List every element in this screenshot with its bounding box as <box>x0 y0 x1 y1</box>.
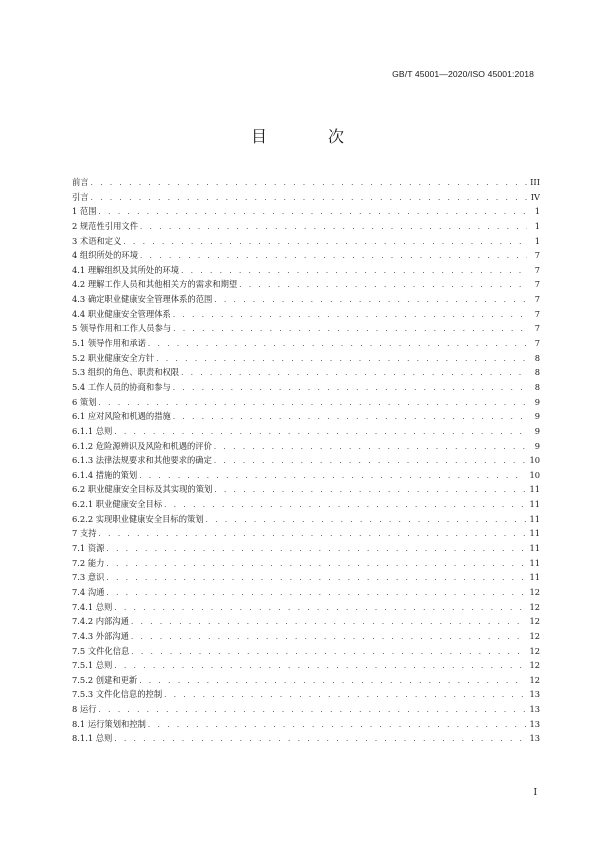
toc-entry[interactable] <box>72 219 540 234</box>
toc-entry-page: 9 <box>534 396 540 407</box>
toc-entry-label: 5.2 职业健康安全方针 <box>72 352 155 363</box>
toc-entry[interactable] <box>72 307 540 322</box>
toc-entry-label: 3 术语和定义 <box>72 235 122 246</box>
toc-dot-leader <box>173 381 527 395</box>
toc-entry[interactable] <box>72 658 540 673</box>
toc-entry-label: 4.3 确定职业健康安全管理体系的范围 <box>72 294 213 305</box>
page-title: 目 次 <box>250 127 373 146</box>
toc-entry-page: 11 <box>529 513 540 524</box>
toc-entry-page: 7 <box>534 279 540 290</box>
toc-entry[interactable] <box>72 570 540 585</box>
toc-entry[interactable] <box>72 351 540 366</box>
toc-entry[interactable] <box>72 702 540 717</box>
toc-entry[interactable] <box>72 614 540 629</box>
toc-entry-label: 6.1.1 总则 <box>72 425 113 436</box>
toc-dot-leader <box>99 527 527 541</box>
toc-entry-page: 9 <box>534 425 540 436</box>
toc-dot-leader <box>139 674 526 688</box>
toc-dot-leader <box>181 264 527 278</box>
toc-entry[interactable] <box>72 687 540 702</box>
toc-dot-leader <box>139 469 526 483</box>
toc-entry-page: 13 <box>529 689 540 700</box>
toc-entry[interactable] <box>72 556 540 571</box>
toc-entry-page: 12 <box>529 616 540 627</box>
toc-entry-label: 5.4 工作人员的协商和参与 <box>72 381 171 392</box>
toc-entry[interactable] <box>72 263 540 278</box>
toc-dot-leader <box>131 615 527 629</box>
toc-dot-leader <box>173 322 527 336</box>
toc-entry-label: 6.2.2 实现职业健康安全目标的策划 <box>72 513 204 524</box>
toc-entry-label: 7.5.2 创建和更新 <box>72 674 138 685</box>
table-of-contents <box>72 175 540 746</box>
toc-entry-label: 1 范围 <box>72 206 97 217</box>
toc-entry[interactable] <box>72 292 540 307</box>
toc-dot-leader <box>114 601 526 615</box>
toc-entry-label: 8.1 运行策划和控制 <box>72 718 146 729</box>
toc-dot-leader <box>214 293 527 307</box>
toc-entry-label: 6.2.1 职业健康安全目标 <box>72 499 163 510</box>
toc-entry[interactable] <box>72 321 540 336</box>
toc-entry-page: 1 <box>534 235 540 246</box>
toc-entry-label: 7.4 沟通 <box>72 586 105 597</box>
toc-entry-page: 8 <box>534 367 540 378</box>
toc-dot-leader <box>114 425 527 439</box>
toc-entry[interactable] <box>72 629 540 644</box>
toc-dot-leader <box>106 542 526 556</box>
toc-entry[interactable] <box>72 336 540 351</box>
toc-entry[interactable] <box>72 497 540 512</box>
toc-dot-leader <box>114 659 526 673</box>
toc-dot-leader <box>123 235 527 249</box>
toc-entry-label: 7.4.3 外部沟通 <box>72 630 129 641</box>
toc-entry[interactable] <box>72 234 540 249</box>
toc-entry-page: 10 <box>529 469 540 480</box>
toc-dot-leader <box>148 337 527 351</box>
toc-entry-label: 5 领导作用和工作人员参与 <box>72 323 172 334</box>
toc-entry-label: 5.1 领导作用和承诺 <box>72 338 146 349</box>
toc-entry[interactable] <box>72 731 540 746</box>
toc-entry-label: 7 支持 <box>72 528 97 539</box>
toc-entry-page: 12 <box>529 645 540 656</box>
standard-code: GB/T 45001—2020/ISO 45001:2018 <box>392 69 534 79</box>
toc-entry[interactable] <box>72 717 540 732</box>
toc-entry-label: 7.3 意识 <box>72 572 105 583</box>
toc-entry-page: 11 <box>529 557 540 568</box>
toc-entry[interactable] <box>72 541 540 556</box>
toc-entry-page: IV <box>530 191 540 202</box>
toc-dot-leader <box>99 703 527 717</box>
toc-dot-leader <box>214 440 527 454</box>
toc-entry[interactable] <box>72 512 540 527</box>
toc-entry-page: 10 <box>529 455 540 466</box>
toc-entry-page: 1 <box>534 206 540 217</box>
toc-entry-page: 12 <box>529 601 540 612</box>
toc-dot-leader <box>173 410 527 424</box>
toc-entry-label: 引言 <box>72 191 89 202</box>
toc-dot-leader <box>239 278 527 292</box>
toc-dot-leader <box>214 483 526 497</box>
toc-entry[interactable] <box>72 526 540 541</box>
toc-entry-page: 12 <box>529 586 540 597</box>
toc-dot-leader <box>164 498 526 512</box>
toc-entry-page: 7 <box>534 323 540 334</box>
toc-entry-label: 4.1 理解组织及其所处的环境 <box>72 264 180 275</box>
toc-entry[interactable] <box>72 468 540 483</box>
toc-entry-label: 6.1 应对风险和机遇的措施 <box>72 411 171 422</box>
toc-entry-label: 7.1 资源 <box>72 543 105 554</box>
toc-dot-leader <box>106 557 526 571</box>
toc-entry-label: 6 策划 <box>72 396 97 407</box>
toc-entry[interactable] <box>72 395 540 410</box>
toc-entry-label: 8.1.1 总则 <box>72 733 113 744</box>
toc-entry-label: 4.2 理解工作人员和其他相关方的需求和期望 <box>72 279 238 290</box>
toc-entry-page: 13 <box>529 718 540 729</box>
toc-entry[interactable] <box>72 190 540 205</box>
toc-entry-label: 6.1.3 法律法规要求和其他要求的确定 <box>72 455 212 466</box>
toc-entry[interactable] <box>72 644 540 659</box>
toc-dot-leader <box>106 571 526 585</box>
toc-dot-leader <box>131 645 526 659</box>
toc-entry[interactable] <box>72 585 540 600</box>
toc-dot-leader <box>131 630 527 644</box>
toc-entry[interactable] <box>72 248 540 263</box>
toc-entry[interactable] <box>72 453 540 468</box>
toc-dot-leader <box>173 308 527 322</box>
toc-entry[interactable] <box>72 439 540 454</box>
toc-dot-leader <box>148 718 527 732</box>
toc-entry-page: 12 <box>529 660 540 671</box>
toc-entry[interactable] <box>72 409 540 424</box>
toc-dot-leader <box>99 396 527 410</box>
toc-entry-page: 9 <box>534 440 540 451</box>
toc-entry[interactable] <box>72 204 540 219</box>
toc-entry[interactable] <box>72 482 540 497</box>
toc-dot-leader <box>106 586 526 600</box>
toc-dot-leader <box>91 176 527 190</box>
toc-entry-page: 11 <box>529 528 540 539</box>
page-number: I <box>533 788 537 798</box>
toc-entry-label: 4 组织所处的环境 <box>72 250 138 261</box>
toc-entry-label: 6.2 职业健康安全目标及其实现的策划 <box>72 484 213 495</box>
toc-entry-label: 8 运行 <box>72 704 97 715</box>
toc-entry-page: 13 <box>529 704 540 715</box>
toc-entry[interactable] <box>72 365 540 380</box>
toc-entry-page: 8 <box>534 352 540 363</box>
toc-dot-leader <box>140 220 527 234</box>
toc-entry-label: 6.1.4 措施的策划 <box>72 469 138 480</box>
toc-entry-label: 7.5.1 总则 <box>72 660 113 671</box>
toc-dot-leader <box>156 352 527 366</box>
toc-dot-leader <box>206 513 527 527</box>
toc-entry-page: 7 <box>534 294 540 305</box>
toc-entry-page: 11 <box>529 484 540 495</box>
toc-entry-label: 2 规范性引用文件 <box>72 220 138 231</box>
toc-dot-leader <box>114 732 526 746</box>
toc-entry-page: 7 <box>534 250 540 261</box>
toc-entry-page: 8 <box>534 381 540 392</box>
toc-entry-page: 1 <box>534 220 540 231</box>
toc-entry[interactable] <box>72 277 540 292</box>
toc-entry-page: 9 <box>534 411 540 422</box>
toc-entry-page: 11 <box>529 543 540 554</box>
toc-entry-page: 12 <box>529 674 540 685</box>
toc-entry-page: 7 <box>534 264 540 275</box>
toc-entry-page: 7 <box>534 338 540 349</box>
toc-entry-label: 前言 <box>72 177 89 187</box>
toc-entry-label: 7.4.2 内部沟通 <box>72 616 129 627</box>
toc-entry[interactable] <box>72 175 540 190</box>
toc-dot-leader <box>99 205 527 219</box>
toc-entry-page: III <box>530 177 540 187</box>
toc-dot-leader <box>164 688 526 702</box>
toc-entry-label: 7.5.3 文件化信息的控制 <box>72 689 163 700</box>
toc-dot-leader <box>214 454 527 468</box>
toc-entry-label: 4.4 职业健康安全管理体系 <box>72 308 171 319</box>
toc-entry-page: 7 <box>534 308 540 319</box>
toc-entry-label: 7.5 文件化信息 <box>72 645 130 656</box>
toc-entry[interactable] <box>72 380 540 395</box>
toc-dot-leader <box>91 191 527 205</box>
toc-entry[interactable] <box>72 600 540 615</box>
toc-entry-label: 5.3 组织的角色、职责和权限 <box>72 367 180 378</box>
toc-entry-label: 7.4.1 总则 <box>72 601 113 612</box>
toc-dot-leader <box>140 249 527 263</box>
toc-entry[interactable] <box>72 673 540 688</box>
toc-entry[interactable] <box>72 424 540 439</box>
toc-entry-page: 11 <box>529 499 540 510</box>
toc-dot-leader <box>181 366 527 380</box>
toc-entry-page: 12 <box>529 630 540 641</box>
toc-entry-page: 13 <box>529 733 540 744</box>
toc-entry-label: 7.2 能力 <box>72 557 105 568</box>
toc-entry-label: 6.1.2 危险源辨识及风险和机遇的评价 <box>72 440 212 451</box>
toc-entry-page: 11 <box>529 572 540 583</box>
